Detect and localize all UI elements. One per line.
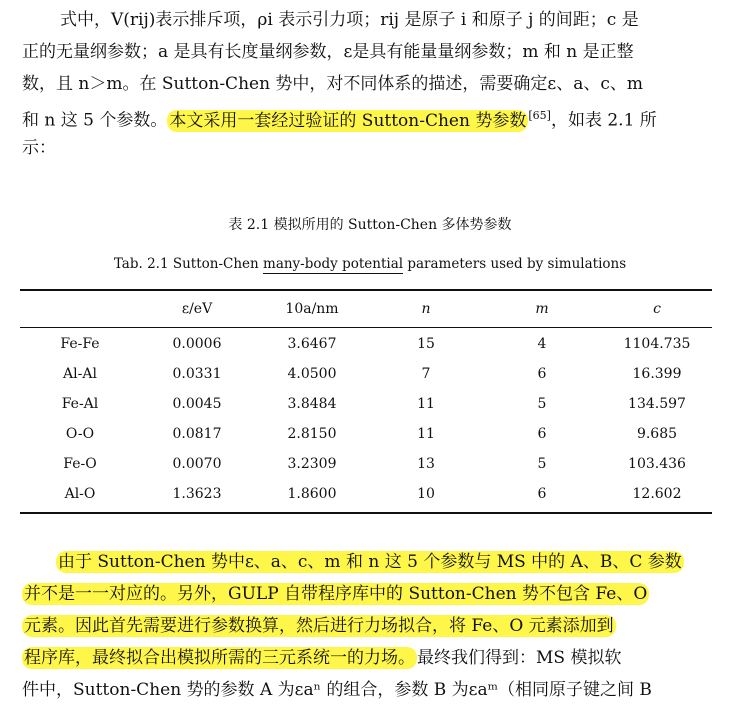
caption-en-underlined: many-body potential (263, 256, 404, 272)
table-cell: 11 (417, 396, 435, 412)
table-cell: 5 (537, 456, 547, 472)
paragraph-1-line-5: 示： (22, 138, 56, 158)
table-bottom-rule (20, 512, 712, 514)
table-cell: Fe-O (63, 456, 97, 472)
table-cell: 0.0331 (172, 366, 222, 382)
table-cell: 4.0500 (287, 366, 337, 382)
table-header-row (20, 291, 712, 327)
table-row (20, 327, 712, 359)
highlighted-text: 并不是一一对应的。另外，GULP 自带程序库中的 Sutton-Chen 势不包含 Fe、O (24, 584, 648, 604)
header-cell: ε/eV (181, 301, 213, 317)
highlighted-text: 元素。因此首先需要进行参数换算，然后进行力场拟合，将 Fe、O 元素添加到 (24, 616, 614, 636)
table-cell: Al-O (64, 486, 96, 502)
citation-ref: [65] (528, 109, 551, 122)
table-cell: 15 (417, 336, 435, 352)
paragraph-1-line-4 (22, 100, 722, 132)
paragraph-1-line-4-tail: ，如表 2.1 所 (550, 110, 657, 131)
table-cell: 6 (537, 426, 547, 442)
paragraph-2-line-5: 件中，Sutton-Chen 势的参数 A 为εaⁿ 的组合，参数 B 为εaᵐ（相同原子键之间 B (22, 680, 652, 700)
table-row (20, 359, 712, 389)
caption-en-suffix: parameters used by simulations (403, 256, 627, 272)
table-cell: 0.0817 (172, 426, 222, 442)
table-cell: 6 (537, 486, 547, 502)
table-row (20, 419, 712, 449)
table-cell: 5 (537, 396, 547, 412)
paragraph-2-line-1 (22, 546, 722, 578)
table-cell: O-O (65, 426, 95, 442)
table-cell: 3.2309 (287, 456, 337, 472)
highlighted-text: 由于 Sutton-Chen 势中ε、a、c、m 和 n 这 5 个参数与 MS 中的 A、B、C 参数 (58, 552, 682, 572)
table-cell: 2.8150 (287, 426, 337, 442)
table-cell: 4 (537, 336, 547, 352)
paragraph-2-line-4 (22, 642, 722, 674)
table-cell: 1104.735 (623, 336, 691, 352)
table-caption-english (0, 256, 740, 272)
paragraph-1 (22, 4, 722, 164)
table-cell: 10 (417, 486, 435, 502)
header-cell (20, 291, 140, 327)
table-cell: 1.8600 (287, 486, 337, 502)
table-cell: Fe-Al (61, 396, 99, 412)
table-cell: 3.8484 (287, 396, 337, 412)
paragraph-2-line-4-tail: 最终我们得到：MS 模拟软 (417, 648, 622, 668)
parameters-table (20, 291, 712, 509)
header-cell: m (535, 301, 549, 317)
paragraph-2-line-2 (22, 578, 722, 610)
table-cell: 6 (537, 366, 547, 382)
table-cell: 9.685 (636, 426, 678, 442)
paragraph-1-line-4-text: 和 n 这 5 个参数。 (22, 110, 168, 131)
caption-en-prefix: Tab. 2.1 Sutton-Chen (113, 256, 264, 272)
table-cell: 0.0070 (172, 456, 222, 472)
header-cell: n (421, 301, 431, 317)
header-cell: c (653, 301, 661, 317)
table-cell: 0.0006 (172, 336, 222, 352)
paragraph-1-line-1: 式中，V(rij)表示排斥项，ρi 表示引力项；rij 是原子 i 和原子 j 的间距；c 是 (60, 10, 639, 30)
paragraph-2-line-3 (22, 610, 722, 642)
table-cell: 13 (417, 456, 435, 472)
table-cell: 7 (421, 366, 431, 382)
paragraph-1-line-3: 数，且 n＞m。在 Sutton-Chen 势中，对不同体系的描述，需要确定ε、a、c、m (22, 74, 644, 94)
table-cell: Fe-Fe (60, 336, 100, 352)
table-caption-chinese: 表 2.1 模拟所用的 Sutton-Chen 多体势参数 (228, 217, 512, 233)
paragraph-1-line-2: 正的无量纲参数；a 是具有长度量纲参数，ε是具有能量量纲参数；m 和 n 是正整 (22, 42, 634, 62)
table-cell: 134.597 (628, 396, 686, 412)
table-cell: 103.436 (628, 456, 686, 472)
table-row (20, 449, 712, 479)
paragraph-2 (22, 546, 722, 706)
highlighted-text: 本文采用一套经过验证的 Sutton-Chen 势参数 (169, 110, 527, 131)
table-cell: 16.399 (632, 366, 682, 382)
header-cell: 10a/nm (285, 301, 339, 317)
table-cell: Al-Al (63, 366, 97, 382)
table-row (20, 389, 712, 419)
highlighted-text: 程序库，最终拟合出模拟所需的三元系统一的力场。 (24, 648, 415, 668)
table-cell: 0.0045 (172, 396, 222, 412)
table-cell: 3.6467 (287, 336, 337, 352)
table-cell: 11 (417, 426, 435, 442)
table-row (20, 479, 712, 509)
table-cell: 1.3623 (172, 486, 222, 502)
table-cell: 12.602 (632, 486, 682, 502)
